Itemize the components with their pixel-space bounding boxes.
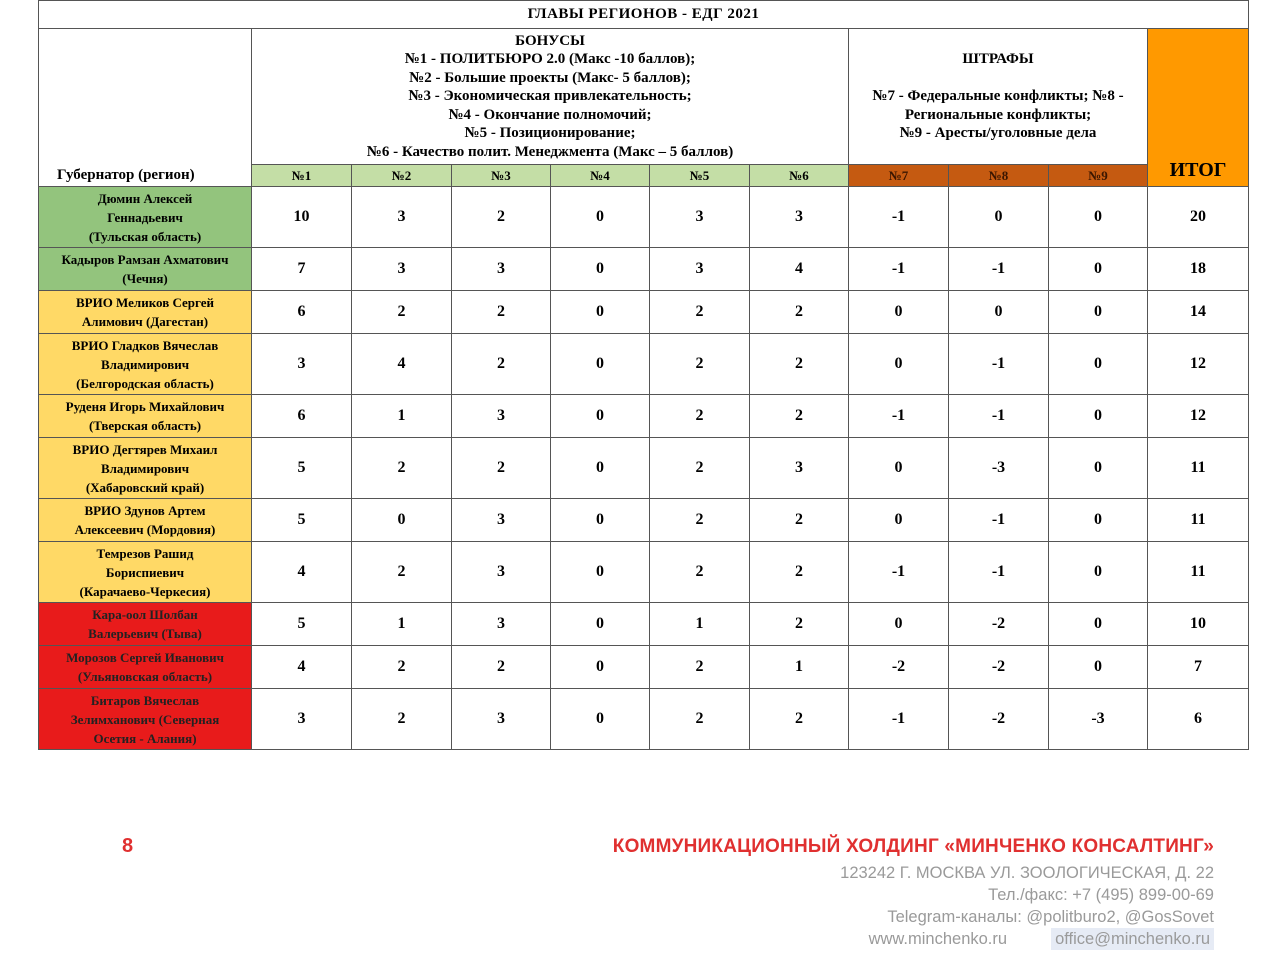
score-cell-2: 0 — [352, 499, 452, 542]
score-cell-9: 0 — [1049, 438, 1148, 499]
column-header-4: №4 — [551, 165, 650, 187]
score-cell-9: 0 — [1049, 499, 1148, 542]
governor-name-line: Валерьевич (Тыва) — [88, 626, 202, 641]
score-cell-5: 2 — [650, 438, 750, 499]
score-cell-3: 3 — [452, 499, 551, 542]
score-cell-7: -1 — [849, 187, 949, 248]
governor-name — [39, 248, 252, 291]
score-cell-2: 1 — [352, 603, 452, 646]
score-cell-3: 2 — [452, 646, 551, 689]
score-cell-2: 4 — [352, 334, 452, 395]
governor-name-line: Алексеевич (Мордовия) — [74, 522, 216, 537]
score-cell-6: 2 — [750, 395, 849, 438]
governor-name-line: Дюмин Алексей — [97, 190, 193, 206]
table-row — [39, 395, 1249, 438]
governor-name-line: (Ульяновская область) — [77, 669, 213, 684]
score-cell-9: 0 — [1049, 395, 1148, 438]
score-cell-4: 0 — [551, 603, 650, 646]
score-cell-1: 5 — [252, 499, 352, 542]
score-cell-6: 1 — [750, 646, 849, 689]
score-cell-7: -1 — [849, 542, 949, 603]
score-cell-1: 10 — [252, 187, 352, 248]
footer-contacts — [613, 836, 1214, 950]
governor-name-line: Темрезов Рашид — [96, 545, 194, 561]
governor-name-line: Руденя Игорь Михайлович — [65, 399, 225, 414]
score-cell-8: -2 — [949, 603, 1049, 646]
score-cell-4: 0 — [551, 499, 650, 542]
total-cell: 12 — [1148, 395, 1249, 438]
address: 123242 Г. МОСКВА УЛ. ЗООЛОГИЧЕСКАЯ, Д. 22 — [840, 864, 1214, 882]
governor-name-line: Владимирович — [100, 356, 190, 372]
score-cell-9: 0 — [1049, 646, 1148, 689]
governor-name — [39, 499, 252, 542]
column-header-2: №2 — [352, 165, 452, 187]
score-cell-3: 3 — [452, 689, 551, 750]
score-cell-6: 2 — [750, 334, 849, 395]
company-name: КОММУНИКАЦИОННЫЙ ХОЛДИНГ «МИНЧЕНКО КОНСАЛТИНГ» — [612, 836, 1214, 857]
score-cell-7: -1 — [849, 248, 949, 291]
bonus-legend-line: №2 - Большие проекты (Макс- 5 баллов); — [409, 69, 691, 86]
governor-name-line: ВРИО Меликов Сергей — [75, 295, 215, 310]
score-cell-8: -1 — [949, 248, 1049, 291]
score-cell-1: 6 — [252, 291, 352, 334]
score-cell-3: 3 — [452, 248, 551, 291]
score-cell-7: 0 — [849, 438, 949, 499]
bonus-legend-line: №1 - ПОЛИТБЮРО 2.0 (Макс -10 баллов); — [404, 51, 696, 68]
governor-name-line: (Тверская область) — [88, 418, 202, 433]
score-cell-5: 2 — [650, 395, 750, 438]
governor-name-line: ВРИО Здунов Артем — [84, 503, 206, 518]
governor-name-line: Бориспиевич — [105, 564, 185, 580]
governor-name — [39, 438, 252, 499]
website-link[interactable]: www.minchenko.ru — [868, 930, 1008, 948]
score-cell-1: 4 — [252, 542, 352, 603]
score-cell-8: -1 — [949, 395, 1049, 438]
score-cell-2: 2 — [352, 542, 452, 603]
table-row — [39, 438, 1249, 499]
column-header-8: №8 — [949, 165, 1049, 187]
column-header-6: №6 — [750, 165, 849, 187]
score-cell-2: 2 — [352, 689, 452, 750]
governor-name-line: Алимович (Дагестан) — [81, 314, 209, 329]
score-cell-3: 3 — [452, 395, 551, 438]
score-cell-6: 2 — [750, 291, 849, 334]
column-header-9: №9 — [1049, 165, 1148, 187]
score-cell-7: 0 — [849, 334, 949, 395]
governor-column-header: Губернатор (регион) — [39, 29, 252, 187]
score-cell-2: 1 — [352, 395, 452, 438]
governor-name-line: Зелимханович (Северная — [70, 711, 220, 727]
score-cell-9: 0 — [1049, 248, 1148, 291]
page-number: 8 — [122, 835, 134, 857]
table-row — [39, 248, 1249, 291]
governor-name — [39, 187, 252, 248]
score-cell-6: 2 — [750, 603, 849, 646]
governor-name — [39, 646, 252, 689]
governor-name-line: (Тульская область) — [88, 228, 202, 244]
score-cell-4: 0 — [551, 438, 650, 499]
ratings-table — [38, 0, 1249, 750]
table-row — [39, 542, 1249, 603]
fines-legend-line: ШТРАФЫ — [962, 51, 1034, 68]
score-cell-2: 3 — [352, 248, 452, 291]
governor-name-line: Владимирович — [100, 460, 190, 476]
total-cell: 18 — [1148, 248, 1249, 291]
total-cell: 20 — [1148, 187, 1249, 248]
bonus-legend-line: №6 - Качество полит. Менеджмента (Макс – 5 баллов) — [366, 143, 734, 160]
bonus-legend — [252, 29, 849, 165]
score-cell-8: 0 — [949, 291, 1049, 334]
score-cell-7: -1 — [849, 395, 949, 438]
score-cell-5: 2 — [650, 542, 750, 603]
score-cell-4: 0 — [551, 542, 650, 603]
score-cell-7: -1 — [849, 689, 949, 750]
column-header-3: №3 — [452, 165, 551, 187]
governor-name-line: Геннадьевич — [107, 209, 183, 225]
fines-legend-line — [849, 69, 1147, 88]
score-cell-5: 3 — [650, 187, 750, 248]
score-cell-9: 0 — [1049, 291, 1148, 334]
score-cell-1: 5 — [252, 603, 352, 646]
table-row — [39, 187, 1249, 248]
total-cell: 7 — [1148, 646, 1249, 689]
score-cell-6: 3 — [750, 438, 849, 499]
table-row — [39, 499, 1249, 542]
score-cell-4: 0 — [551, 395, 650, 438]
score-cell-6: 2 — [750, 689, 849, 750]
score-cell-5: 1 — [650, 603, 750, 646]
governor-name — [39, 291, 252, 334]
score-cell-4: 0 — [551, 291, 650, 334]
score-cell-3: 2 — [452, 187, 551, 248]
score-cell-4: 0 — [551, 689, 650, 750]
score-cell-1: 4 — [252, 646, 352, 689]
bonus-legend-line: №5 - Позиционирование; — [464, 125, 636, 142]
score-cell-3: 2 — [452, 334, 551, 395]
governor-name-line: Битаров Вячеслав — [90, 692, 200, 708]
telegram-channels: Telegram-каналы: @politburo2, @GosSovet — [887, 908, 1214, 926]
total-cell: 11 — [1148, 499, 1249, 542]
governor-name — [39, 689, 252, 750]
governor-name — [39, 603, 252, 646]
fines-legend-line: №7 - Федеральные конфликты; №8 - — [872, 88, 1124, 105]
score-cell-7: 0 — [849, 291, 949, 334]
score-cell-8: -1 — [949, 499, 1049, 542]
score-cell-8: -1 — [949, 334, 1049, 395]
governor-name-line: (Карачаево-Черкесия) — [79, 583, 211, 599]
total-cell: 12 — [1148, 334, 1249, 395]
score-cell-1: 3 — [252, 689, 352, 750]
score-cell-7: -2 — [849, 646, 949, 689]
score-cell-3: 3 — [452, 603, 551, 646]
governor-name-line: ВРИО Гладков Вячеслав — [71, 337, 219, 353]
score-cell-5: 2 — [650, 291, 750, 334]
governor-name-line: (Белгородская область) — [76, 375, 214, 391]
score-cell-8: -2 — [949, 689, 1049, 750]
email-link[interactable]: office@minchenko.ru — [1051, 928, 1214, 950]
score-cell-1: 3 — [252, 334, 352, 395]
total-cell: 14 — [1148, 291, 1249, 334]
total-cell: 10 — [1148, 603, 1249, 646]
score-cell-3: 2 — [452, 438, 551, 499]
score-cell-6: 2 — [750, 542, 849, 603]
score-cell-7: 0 — [849, 603, 949, 646]
table-row — [39, 646, 1249, 689]
table-title: ГЛАВЫ РЕГИОНОВ - ЕДГ 2021 — [39, 1, 1249, 29]
score-cell-6: 3 — [750, 187, 849, 248]
bonus-legend-line: №4 - Окончание полномочий; — [448, 106, 652, 123]
total-cell: 11 — [1148, 438, 1249, 499]
bonus-legend-line: БОНУСЫ — [515, 32, 585, 49]
column-header-5: №5 — [650, 165, 750, 187]
governor-name-line: Кара-оол Шолбан — [92, 607, 198, 622]
score-cell-5: 3 — [650, 248, 750, 291]
score-cell-9: 0 — [1049, 187, 1148, 248]
score-cell-3: 2 — [452, 291, 551, 334]
table-row — [39, 291, 1249, 334]
table-row — [39, 603, 1249, 646]
score-cell-8: -1 — [949, 542, 1049, 603]
score-cell-1: 6 — [252, 395, 352, 438]
score-cell-2: 3 — [352, 187, 452, 248]
score-cell-9: 0 — [1049, 334, 1148, 395]
governor-name — [39, 395, 252, 438]
table-row — [39, 334, 1249, 395]
score-cell-4: 0 — [551, 334, 650, 395]
score-cell-7: 0 — [849, 499, 949, 542]
governor-name-line: (Хабаровский край) — [85, 479, 205, 495]
governor-name — [39, 542, 252, 603]
column-header-7: №7 — [849, 165, 949, 187]
bonus-legend-line: №3 - Экономическая привлекательность; — [408, 88, 692, 105]
phone: Тел./факс: +7 (495) 899-00-69 — [988, 886, 1214, 904]
total-cell: 6 — [1148, 689, 1249, 750]
score-cell-3: 3 — [452, 542, 551, 603]
score-cell-9: 0 — [1049, 603, 1148, 646]
score-cell-4: 0 — [551, 248, 650, 291]
governor-name-line: Морозов Сергей Иванович — [66, 650, 224, 665]
fines-legend-line: Региональные конфликты; — [904, 106, 1092, 123]
score-cell-2: 2 — [352, 646, 452, 689]
score-cell-4: 0 — [551, 646, 650, 689]
total-column-header: ИТОГ — [1148, 29, 1249, 187]
fines-legend-line: №9 - Аресты/уголовные дела — [899, 125, 1097, 142]
score-cell-8: 0 — [949, 187, 1049, 248]
score-cell-6: 2 — [750, 499, 849, 542]
score-cell-8: -3 — [949, 438, 1049, 499]
score-cell-5: 2 — [650, 334, 750, 395]
total-cell: 11 — [1148, 542, 1249, 603]
score-cell-9: -3 — [1049, 689, 1148, 750]
score-cell-5: 2 — [650, 646, 750, 689]
fines-legend — [849, 29, 1148, 165]
governor-name-line: Осетия - Алания) — [93, 730, 197, 746]
score-cell-1: 5 — [252, 438, 352, 499]
score-cell-5: 2 — [650, 499, 750, 542]
score-cell-2: 2 — [352, 291, 452, 334]
governor-name — [39, 334, 252, 395]
governor-name-line: (Чечня) — [122, 271, 168, 286]
score-cell-8: -2 — [949, 646, 1049, 689]
governor-name-line: ВРИО Дегтярев Михаил — [72, 441, 218, 457]
score-cell-2: 2 — [352, 438, 452, 499]
score-cell-6: 4 — [750, 248, 849, 291]
score-cell-1: 7 — [252, 248, 352, 291]
column-header-1: №1 — [252, 165, 352, 187]
table-row — [39, 689, 1249, 750]
score-cell-5: 2 — [650, 689, 750, 750]
score-cell-9: 0 — [1049, 542, 1148, 603]
governor-name-line: Кадыров Рамзан Ахматович — [61, 252, 229, 267]
score-cell-4: 0 — [551, 187, 650, 248]
